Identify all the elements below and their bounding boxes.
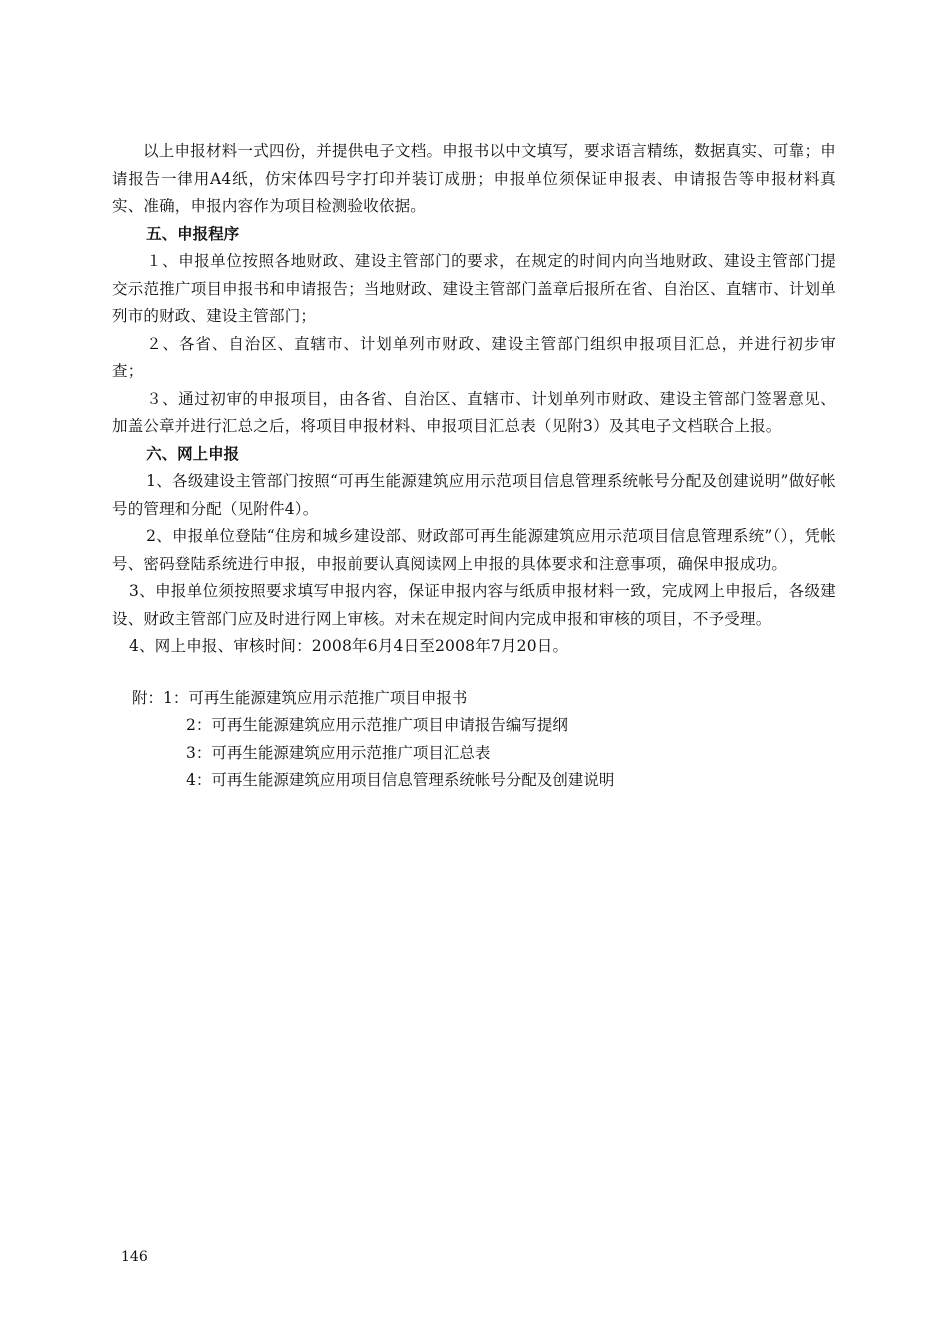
attachment-item (112, 685, 836, 713)
section-heading-application-procedure: 五、申报程序 (146, 224, 240, 243)
attachment-item-text: 2：可再生能源建筑应用示范推广项目申请报告编写提纲 (186, 716, 568, 734)
paragraph-materials: 以上申报材料一式四份，并提供电子文档。申报书以中文填写，要求语言精练，数据真实、可靠；申请报告一律用A4纸，仿宋体四号字打印并装订成册；申报单位须保证申报表、申请报告等申报材料真实、准确，申报内容作为项目检测验收依据。 (112, 142, 836, 215)
attachment-item-text: 4：可再生能源建筑应用项目信息管理系统帐号分配及创建说明 (186, 771, 615, 789)
attachment-item-text: 1：可再生能源建筑应用示范推广项目申报书 (163, 688, 468, 707)
procedure-step-1: １、申报单位按照各地财政、建设主管部门的要求，在规定的时间内向当地财政、建设主管部门提交示范推广项目申报书和申请报告；当地财政、建设主管部门盖章后报所在省、自治区、直辖市、计划单列市的财政、建设主管部门； (112, 252, 836, 325)
online-step-4: 4、网上申报、审核时间：2008年6月4日至2008年7月20日。 (129, 637, 569, 655)
section-heading-online-application: 六、网上申报 (146, 444, 240, 463)
attachment-item (112, 767, 836, 795)
attachment-item (112, 740, 836, 768)
online-step-2: 2、申报单位登陆“住房和城乡建设部、财政部可再生能源建筑应用示范项目信息管理系统”（），凭帐号、密码登陆系统进行申报，申报前要认真阅读网上申报的具体要求和注意事项，确保申报成功。 (112, 527, 836, 573)
procedure-step-2: ２、各省、自治区、直辖市、计划单列市财政、建设主管部门组织申报项目汇总，并进行初步审查； (112, 334, 836, 380)
attachment-item-text: 3：可再生能源建筑应用示范推广项目汇总表 (186, 743, 491, 762)
online-step-3: 3、申报单位须按照要求填写申报内容，保证申报内容与纸质申报材料一致，完成网上申报后，各级建设、财政主管部门应及时进行网上审核。对未在规定时间内完成申报和审核的项目，不予受理。 (112, 582, 836, 628)
online-step-1: 1、各级建设主管部门按照“可再生能源建筑应用示范项目信息管理系统帐号分配及创建说明”做好帐号的管理和分配（见附件4）。 (112, 472, 836, 518)
page-number: 146 (121, 1249, 148, 1265)
attachment-item (112, 712, 836, 740)
document-body (112, 138, 836, 795)
attachments-list (112, 685, 836, 795)
attachments-label: 附： (132, 688, 164, 707)
procedure-step-3: ３、通过初审的申报项目，由各省、自治区、直辖市、计划单列市财政、建设主管部门签署意见、加盖公章并进行汇总之后，将项目申报材料、申报项目汇总表（见附3）及其电子文档联合上报。 (112, 389, 836, 435)
